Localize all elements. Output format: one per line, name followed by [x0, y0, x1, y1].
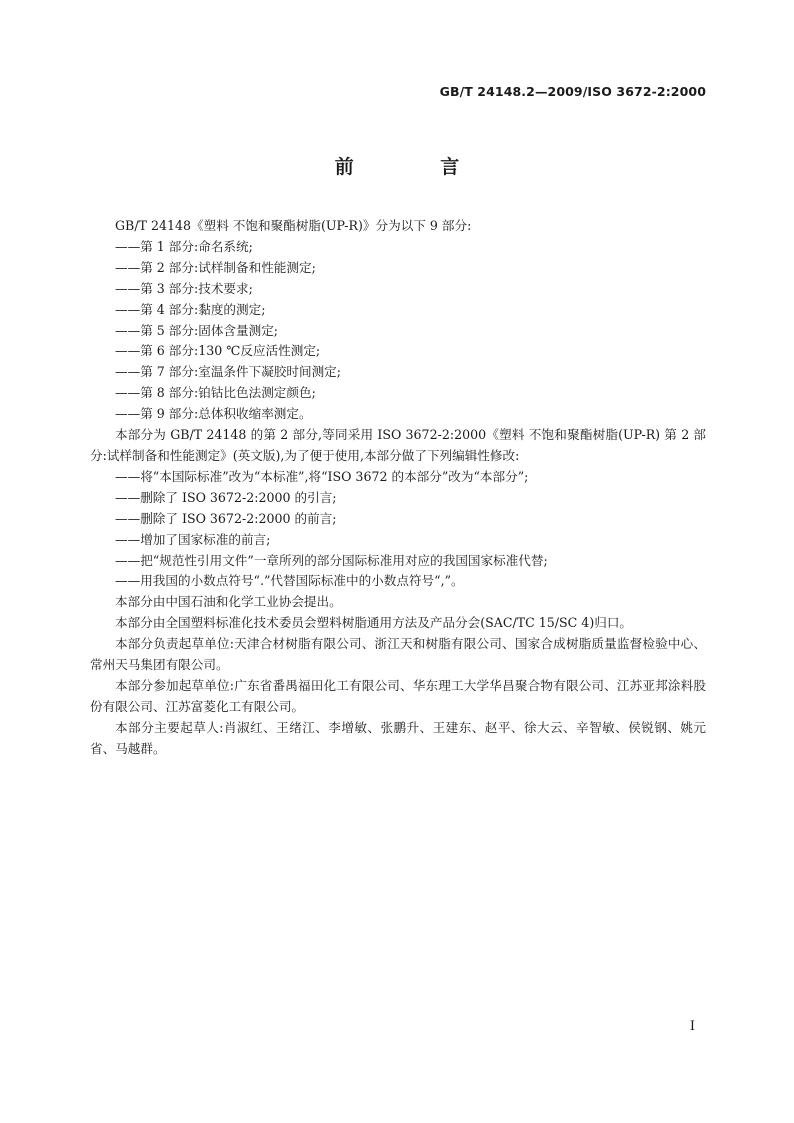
foreword-body [90, 216, 706, 760]
part-list-item: ——第 5 部分:固体含量测定; [115, 322, 279, 338]
modification-list-item: ——删除了 ISO 3672-2:2000 的前言; [115, 510, 337, 526]
part-list-item: ——第 7 部分:室温条件下凝胶时间测定; [115, 364, 342, 380]
part-list-item: ——第 8 部分:铂钴比色法测定颜色; [115, 385, 316, 401]
centralized-paragraph: 本部分由全国塑料标准化技术委员会塑料树脂通用方法及产品分会(SAC/TC 15/SC 4)归口。 [115, 615, 633, 631]
drafting-units-paragraph: 本部分负责起草单位:天津合材树脂有限公司、浙江天和树脂有限公司、国家合成树脂质量监督检验中心、常州天马集团有限公司。 [90, 636, 706, 673]
proposer-paragraph: 本部分由中国石油和化学工业协会提出。 [115, 594, 342, 610]
page-number: I [689, 1019, 695, 1034]
modification-list-item: ——把“规范性引用文件”一章所列的部分国际标准用对应的我国国家标准代替; [115, 552, 548, 568]
participating-units-paragraph: 本部分参加起草单位:广东省番禺福田化工有限公司、华东理工大学华昌聚合物有限公司、江苏亚邦涂料股份有限公司、江苏富菱化工有限公司。 [90, 677, 706, 714]
adoption-paragraph: 本部分为 GB/T 24148 的第 2 部分,等同采用 ISO 3672-2:2000《塑料 不饱和聚酯树脂(UP-R) 第 2 部分:试样制备和性能测定》(英文版),为了便于使用,本部分做了下列编辑性修改: [90, 427, 706, 463]
part-list-item: ——第 6 部分:130 ℃反应活性测定; [115, 343, 321, 359]
standard-number-header: GB/T 24148.2—2009/ISO 3672-2:2000 [439, 84, 706, 99]
part-list-item: ——第 2 部分:试样制备和性能测定; [115, 259, 316, 275]
modification-list-item: ——增加了国家标准的前言; [115, 531, 271, 547]
part-list-item: ——第 4 部分:黏度的测定; [115, 301, 266, 317]
modification-list-item: ——用我国的小数点符号“.”代替国际标准中的小数点符号“,”。 [115, 573, 464, 589]
page-title: 前 言 [334, 156, 500, 178]
modification-list-item: ——删除了 ISO 3672-2:2000 的引言; [115, 489, 337, 505]
intro-paragraph: GB/T 24148《塑料 不饱和聚酯树脂(UP-R)》分为以下 9 部分: [115, 218, 472, 233]
drafters-paragraph: 本部分主要起草人:肖淑红、王绪江、李增敏、张鹏升、王建东、赵平、徐大云、辛智敏、侯锐钢、姚元省、马越群。 [90, 719, 706, 756]
part-list-item: ——第 3 部分:技术要求; [115, 280, 253, 296]
part-list-item: ——第 1 部分:命名系统; [115, 238, 253, 254]
part-list-item: ——第 9 部分:总体积收缩率测定。 [115, 406, 312, 422]
modification-list-item: ——将“本国际标准”改为“本标准”,将“ISO 3672 的本部分”改为“本部分”; [115, 468, 529, 484]
